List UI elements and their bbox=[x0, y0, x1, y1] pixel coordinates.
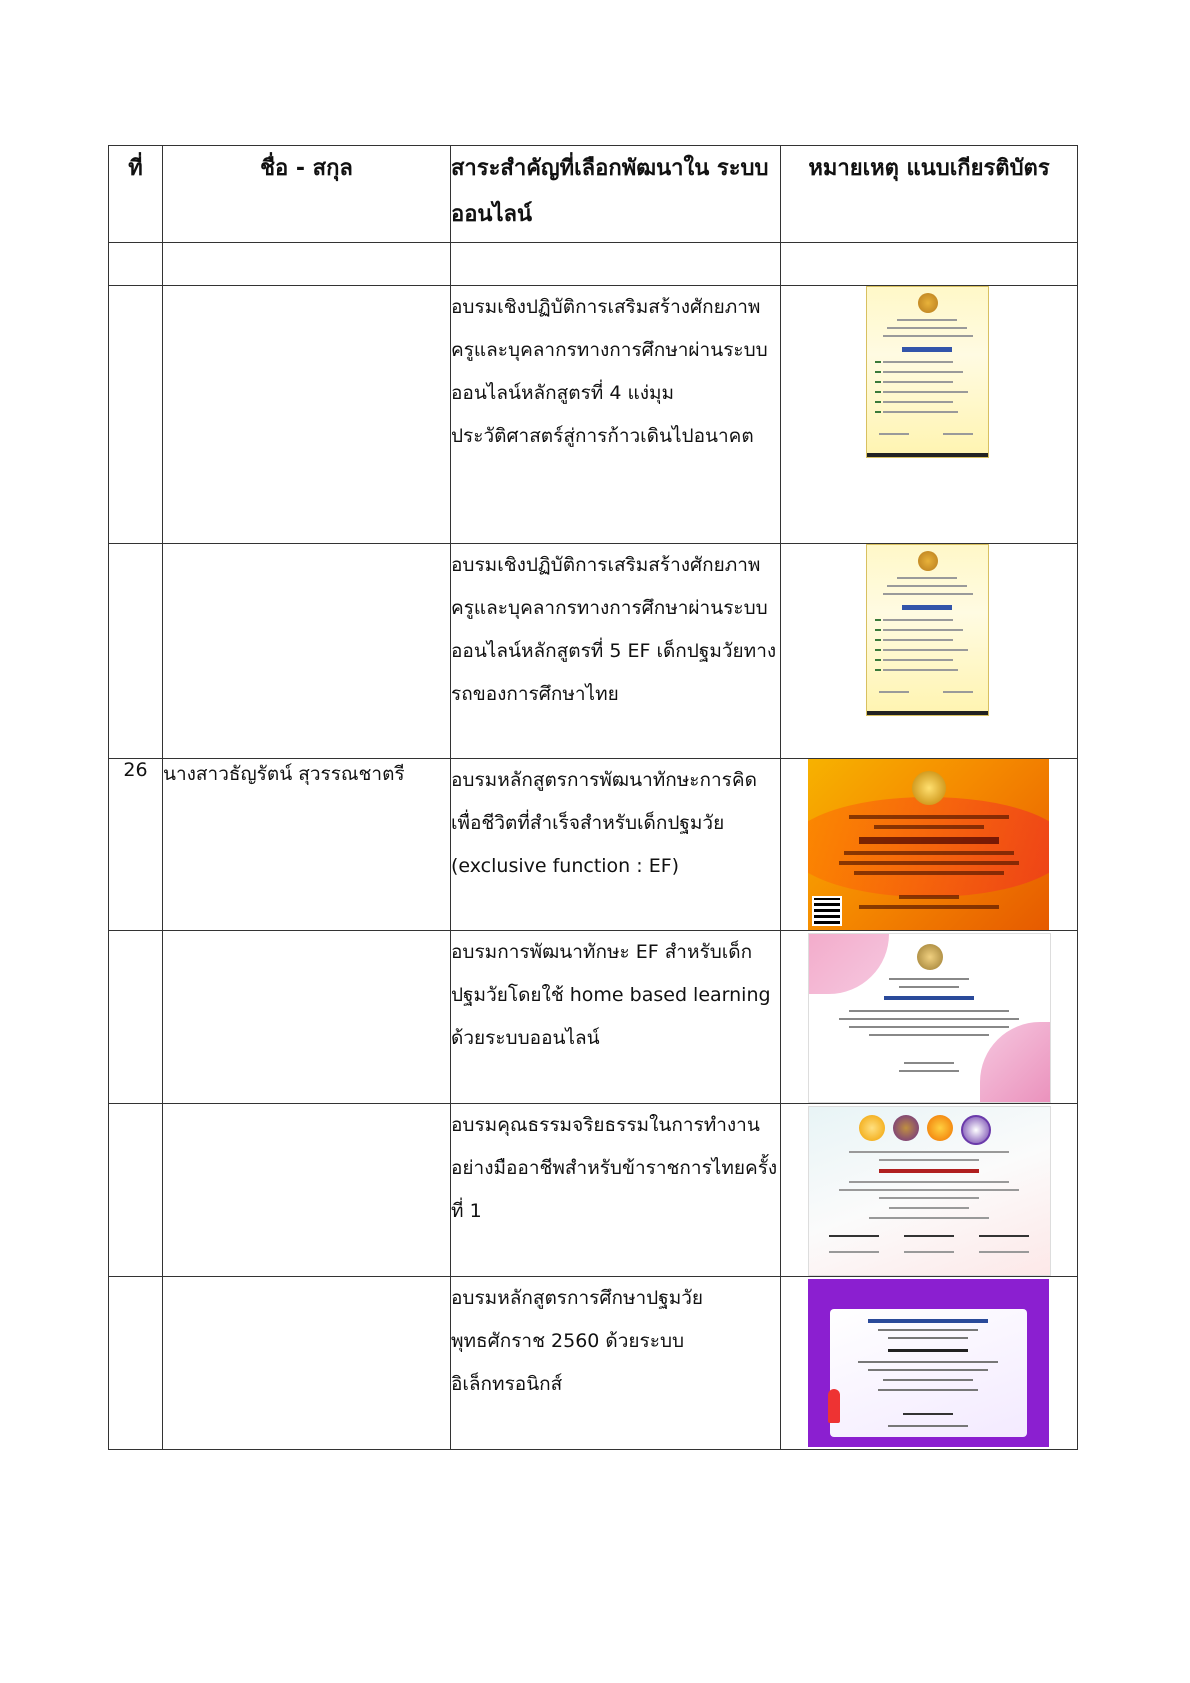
header-no: ที่ bbox=[109, 146, 163, 243]
certificate-image bbox=[866, 544, 989, 716]
header-name: ชื่อ - สกุล bbox=[163, 146, 451, 243]
certificate-cell bbox=[781, 759, 1078, 931]
topic-cell: อบรมคุณธรรมจริยธรรมในการทำงานอย่างมืออาชีพสำหรับข้าราชการไทยครั้งที่ 1 bbox=[451, 1104, 781, 1277]
name-cell bbox=[163, 286, 451, 544]
table-row bbox=[109, 286, 1078, 544]
no-cell bbox=[109, 931, 163, 1104]
no-cell bbox=[109, 1104, 163, 1277]
certificate-cell bbox=[781, 1277, 1078, 1450]
topic-cell: อบรมเชิงปฏิบัติการเสริมสร้างศักยภาพครูและบุคลากรทางการศึกษาผ่านระบบออนไลน์หลักสูตรที่ 4 แง่มุมประวัติศาสตร์สู่การก้าวเดินไปอนาคต bbox=[451, 286, 781, 544]
certificate-cell bbox=[781, 931, 1078, 1104]
certificate-image bbox=[808, 759, 1049, 930]
topic-cell: อบรมหลักสูตรการศึกษาปฐมวัยพุทธศักราช 2560 ด้วยระบบอิเล็กทรอนิกส์ bbox=[451, 1277, 781, 1450]
certificate-table bbox=[108, 145, 1078, 1450]
no-cell bbox=[109, 1277, 163, 1450]
table-row bbox=[109, 1277, 1078, 1450]
certificate-image bbox=[808, 1279, 1049, 1447]
certificate-cell bbox=[781, 544, 1078, 759]
name-cell bbox=[163, 931, 451, 1104]
table-row bbox=[109, 931, 1078, 1104]
certificate-image bbox=[866, 286, 989, 458]
table-row bbox=[109, 544, 1078, 759]
name-cell bbox=[163, 544, 451, 759]
name-cell bbox=[163, 1277, 451, 1450]
header-topic: สาระสำคัญที่เลือกพัฒนาใน ระบบออนไลน์ bbox=[451, 146, 781, 243]
no-cell: 26 bbox=[109, 759, 163, 931]
table-row bbox=[109, 759, 1078, 931]
name-cell bbox=[163, 1104, 451, 1277]
certificate-image bbox=[808, 1106, 1051, 1276]
no-cell bbox=[109, 544, 163, 759]
topic-cell: อบรมเชิงปฏิบัติการเสริมสร้างศักยภาพครูและบุคลากรทางการศึกษาผ่านระบบออนไลน์หลักสูตรที่ 5 EF เด็กปฐมวัยทางรถของการศึกษาไทย bbox=[451, 544, 781, 759]
table-row bbox=[109, 1104, 1078, 1277]
header-note: หมายเหตุ แนบเกียรติบัตร bbox=[781, 146, 1078, 243]
no-cell bbox=[109, 286, 163, 544]
empty-row bbox=[109, 243, 1078, 286]
name-cell: นางสาวธัญรัตน์ สุวรรณชาตรี bbox=[163, 759, 451, 931]
certificate-cell bbox=[781, 1104, 1078, 1277]
topic-cell: อบรมการพัฒนาทักษะ EF สำหรับเด็กปฐมวัยโดยใช้ home based learning ด้วยระบบออนไลน์ bbox=[451, 931, 781, 1104]
topic-cell: อบรมหลักสูตรการพัฒนาทักษะการคิดเพื่อชีวิตที่สำเร็จสำหรับเด็กปฐมวัย (exclusive function : EF) bbox=[451, 759, 781, 931]
qr-code-icon bbox=[812, 896, 842, 926]
header-row bbox=[109, 146, 1078, 243]
certificate-image bbox=[808, 933, 1051, 1103]
rocket-icon bbox=[828, 1389, 840, 1423]
certificate-cell bbox=[781, 286, 1078, 544]
